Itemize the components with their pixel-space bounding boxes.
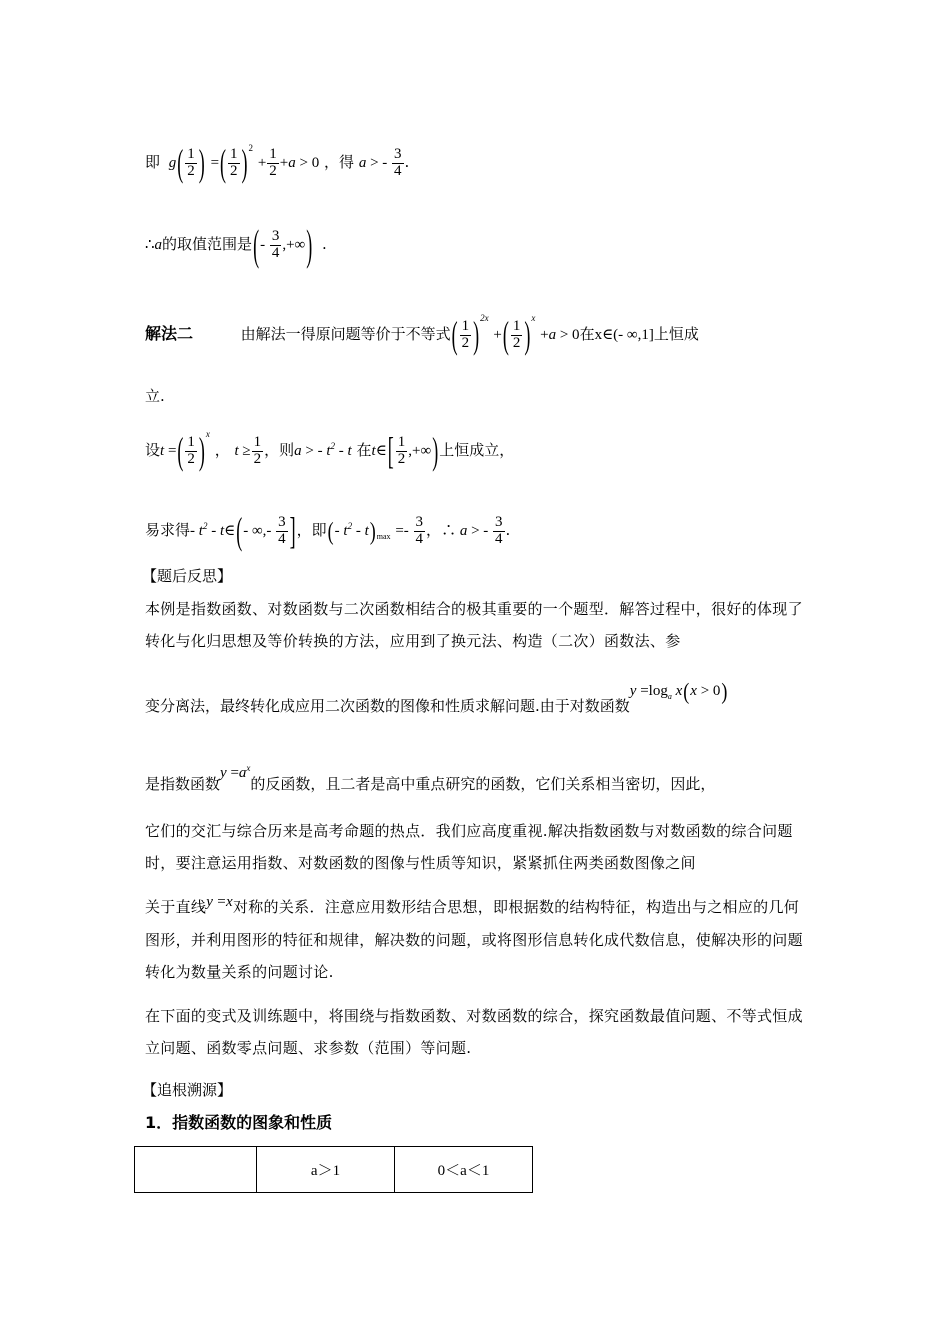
line1-prefix: 即 (145, 153, 161, 171)
table-header-cell: a＞1 (257, 1147, 395, 1193)
reflection-paragraph-3: 它们的交汇与综合历来是高考命题的热点．我们应高度重视.解决指数函数与对数函数的综合问题时，要注意运用指数、对数函数的图像与性质等知识，紧紧抓住两类函数图像之间 (145, 822, 793, 872)
substitution-line: 设t =( $\frac{1}{2}$ )$^x$ ， t ≥ $\frac{1}{2}$ ，则a > - $t^2$ - t 在t∈[ $\frac{1}{2}$ ,+∞)上恒成立， (145, 429, 515, 472)
reflection-paragraph-2: 是指数函数$y =a^x$的反函数，且二者是高中重点研究的函数，它们关系相当密切，因此， (145, 763, 716, 793)
reflection-paragraph-4: 在下面的变式及训练题中，将围绕与指数函数、对数函数的综合，探究函数最值问题、不等式恒成立问题、函数零点问题、求参数（范围）等问题. (145, 1007, 803, 1057)
method2-range: x∈(- ∞,1] (594, 327, 654, 343)
easy-line: 易求得- $t^2$ - t∈(- ∞,- $\frac{3}{4}$ ]，即(- $t^2 - t)_{max}$ =- $\frac{3}{4}$ ，∴ a > - $\frac{3}{4}$ . (145, 510, 511, 552)
table-header-cell (135, 1147, 257, 1193)
table-row (135, 1147, 533, 1193)
table-header-cell: 0＜a＜1 (395, 1147, 533, 1193)
root-heading: 【追根溯源】 (142, 1081, 233, 1099)
properties-table (134, 1146, 533, 1193)
method2-text: 由解法一得原问题等价于不等式 (240, 325, 451, 343)
section-title: 1．指数函数的图象和性质 (145, 1113, 333, 1132)
reflection-paragraph-1: 本例是指数函数、对数函数与二次函数相结合的极其重要的一个题型．解答过程中，很好的体现了转化与化归思想及等价转换的方法，应用到了换元法、构造（二次）函数法、参 (145, 600, 803, 650)
method2-line: 解法二 由解法一得原问题等价于不等式( $\frac{1}{2}$ )$^{2x}$ +( $\frac{1}{2}$ )$^x$ +a > 0在x∈(- ∞,1]上恒成 (145, 313, 699, 356)
method2-line-cont: 立. (145, 387, 165, 405)
equation-line-2: ∴a的取值范围是(- $\frac{3}{4}$ ,+∞) . (145, 221, 327, 269)
equation-line-1: 即 g( $\frac{1}{2}$ ) =( $\frac{1}{2}$ )$^2$ + $\frac{1}{2}$ +a > 0 ，得 a > - $\frac{3}{4}$ . (145, 142, 410, 184)
reflection-heading: 【题后反思】 (142, 567, 233, 585)
method2-title: 解法二 (145, 324, 194, 343)
line1-get-label: ，得 (324, 153, 355, 171)
reflection-paragraph-1-line-3: 变分离法，最终转化成应用二次函数的图像和性质求解问题.由于对数函数$y =\log_a$ x(x > 0) (145, 678, 728, 715)
line2-text: 的取值范围是 (162, 235, 253, 253)
reflection-paragraph-3-cont: 关于直线y =x对称的关系．注意应用数形结合思想，即根据数的结构特征，构造出与之相应的几何图形，并利用图形的特征和规律，解决数的问题，或将图形信息转化成代数信息，使解决形的问题转化为数量关系的问题讨论. (145, 894, 803, 981)
